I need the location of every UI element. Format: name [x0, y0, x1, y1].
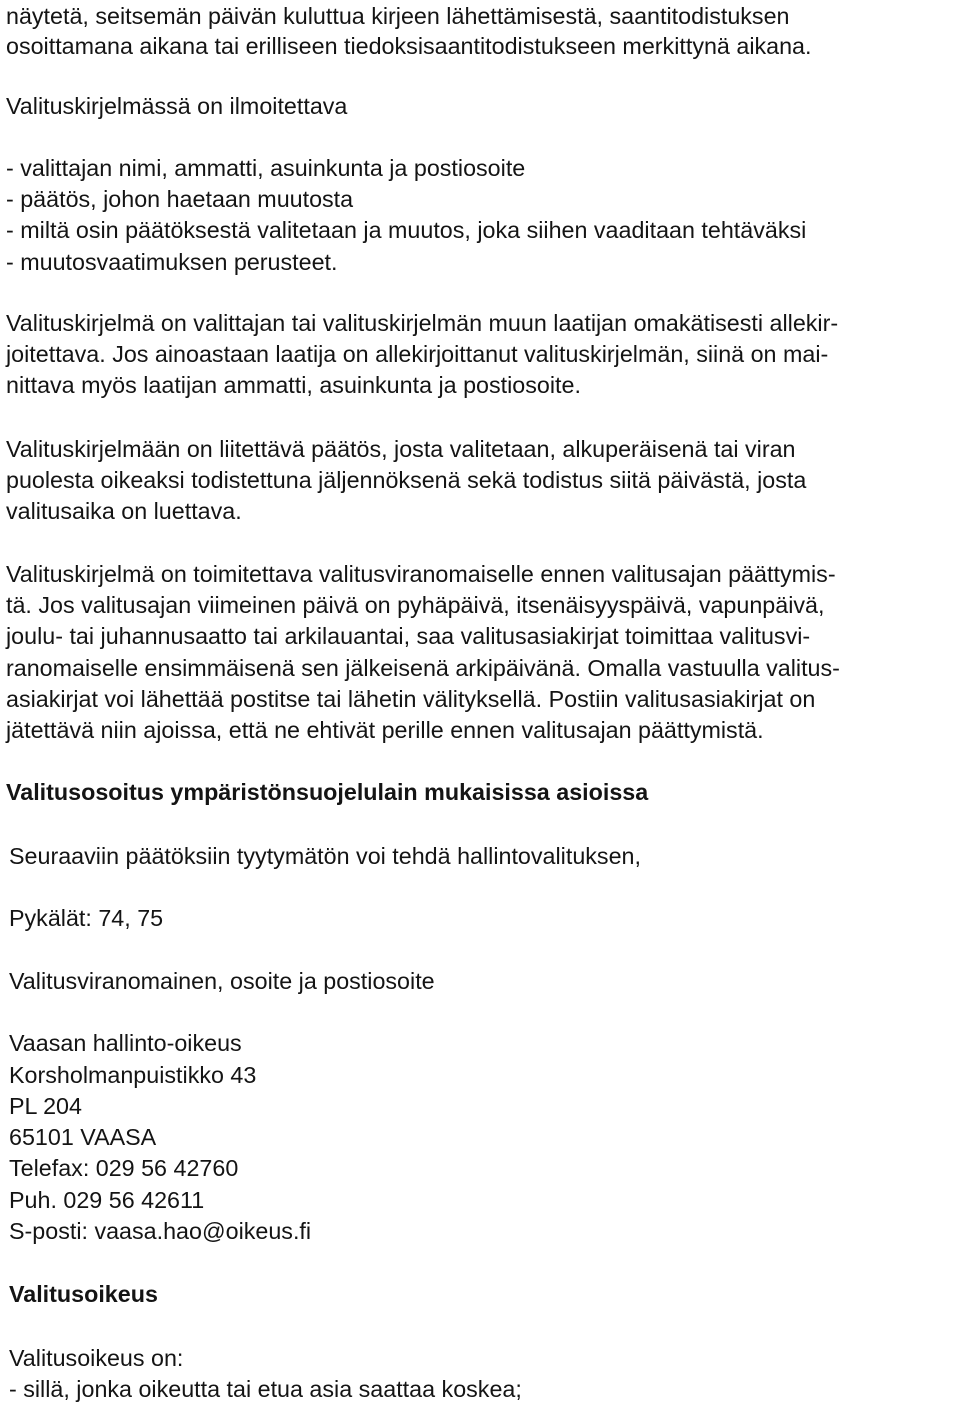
authority-email: S-posti: vaasa.hao@oikeus.fi	[9, 1218, 312, 1244]
paragraph-line: Valituskirjelmään on liitettävä päätös, josta valitetaan, alkuperäisenä tai viran	[6, 436, 796, 462]
authority-po-box: PL 204	[9, 1093, 82, 1119]
list-item: - valittajan nimi, ammatti, asuinkunta ja postiosoite	[6, 155, 526, 181]
authority-street: Korsholmanpuistikko 43	[9, 1062, 257, 1088]
list-item: - päätös, johon haetaan muutosta	[6, 186, 354, 212]
authority-label: Valitusviranomainen, osoite ja postiosoite	[9, 968, 435, 994]
paragraph-line: tä. Jos valitusajan viimeinen päivä on pyhäpäivä, itsenäisyyspäivä, vapunpäivä,	[6, 592, 825, 618]
paragraph-line: Valituskirjelmä on valittajan tai valituskirjelmän muun laatijan omakätisesti allekir-	[6, 310, 839, 336]
authority-phone: Puh. 029 56 42611	[9, 1187, 205, 1213]
authority-name: Vaasan hallinto-oikeus	[9, 1030, 242, 1056]
list-item: - muutosvaatimuksen perusteet.	[6, 249, 338, 275]
paragraph-line: asiakirjat voi lähettää postitse tai lähetin välityksellä. Postiin valitusasiakirjat on	[6, 686, 816, 712]
paragraph-line: näytetä, seitsemän päivän kuluttua kirjeen lähettämisestä, saantitodistuksen	[6, 3, 790, 29]
list-item: - miltä osin päätöksestä valitetaan ja muutos, joka siihen vaaditaan tehtäväksi	[6, 217, 807, 243]
authority-postal: 65101 VAASA	[9, 1124, 157, 1150]
paragraph-line: jätettävä niin ajoissa, että ne ehtivät perille ennen valitusajan päättymistä.	[6, 717, 764, 743]
section-intro: Seuraaviin päätöksiin tyytymätön voi tehdä hallintovalituksen,	[9, 843, 641, 869]
paragraph-line: valitusaika on luettava.	[6, 498, 242, 524]
paragraph-line: nittava myös laatijan ammatti, asuinkunta ja postiosoite.	[6, 372, 581, 398]
section-intro: Valitusoikeus on:	[9, 1345, 184, 1371]
paragraph-line: puolesta oikeaksi todistettuna jäljennöksenä sekä todistus siitä päivästä, josta	[6, 467, 807, 493]
authority-fax: Telefax: 029 56 42760	[9, 1155, 239, 1181]
paragraph-line: joulu- tai juhannusaatto tai arkilauantai, saa valitusasiakirjat toimittaa valitusvi-	[6, 623, 811, 649]
paragraph-line: osoittamana aikana tai erilliseen tiedoksisaantitodistukseen merkittynä aikana.	[6, 33, 812, 59]
list-heading: Valituskirjelmässä on ilmoitettava	[6, 93, 348, 119]
paragraph-line: ranomaiselle ensimmäisenä sen jälkeisenä arkipäivänä. Omalla vastuulla valitus-	[6, 655, 840, 681]
paragraph-line: joitettava. Jos ainoastaan laatija on allekirjoittanut valituskirjelmän, siinä on mai-	[6, 341, 829, 367]
list-item: - sillä, jonka oikeutta tai etua asia saattaa koskea;	[9, 1376, 522, 1402]
paragraph-line: Valituskirjelmä on toimitettava valitusviranomaiselle ennen valitusajan päättymis-	[6, 561, 836, 587]
sections-reference: Pykälät: 74, 75	[9, 905, 164, 931]
section-heading: Valitusosoitus ympäristönsuojelulain mukaisissa asioissa	[6, 779, 649, 805]
section-heading: Valitusoikeus	[9, 1281, 158, 1307]
